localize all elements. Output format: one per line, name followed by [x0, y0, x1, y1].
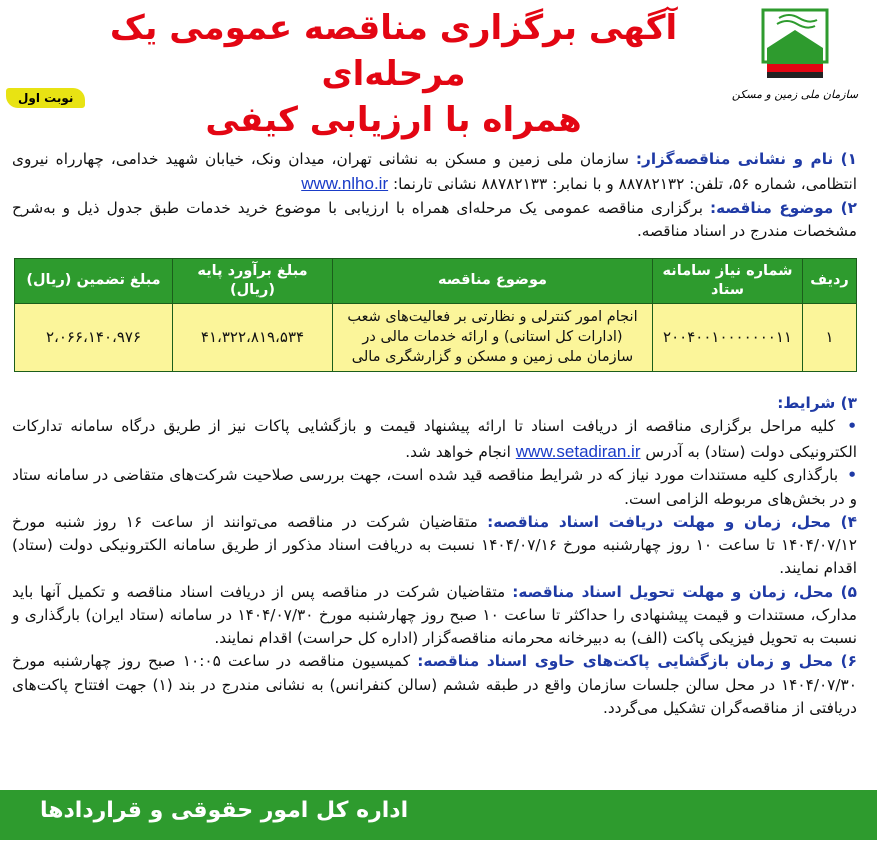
- table-row: [15, 303, 857, 371]
- cell-estimate: ۴۱،۳۲۲،۸۱۹،۵۳۴: [173, 303, 333, 371]
- cell-guarantee: ۲،۰۶۶،۱۴۰،۹۷۶: [15, 303, 173, 371]
- logo-caption: سازمان ملی زمین و مسکن: [731, 88, 859, 101]
- setadiran-website-link[interactable]: www.setadiran.ir: [515, 441, 641, 461]
- section-2-text: برگزاری مناقصه عمومی یک مرحله‌ای همراه با ارزیابی با موضوع خرید خدمات طبق جدول ذیل و به‌شرح مشخصات مندرج در اسناد مناقصه.: [12, 199, 857, 241]
- section-5-label: ۵) محل، زمان و مهلت تحویل اسناد مناقصه:: [512, 582, 857, 601]
- section-1: [12, 148, 857, 197]
- tender-table: [14, 258, 857, 372]
- section-4-text: متقاضیان شرکت در مناقصه می‌توانند از ساعت ۱۶ روز شنبه مورخ ۱۴۰۴/۰۷/۱۲ تا ساعت ۱۰ روز چهارشنبه مورخ ۱۴۰۴/۰۷/۱۶ نسبت به دریافت اسناد مذکور از طریق سامانه الکترونیکی دولت (ستاد) اقدام نمایند.: [12, 512, 857, 578]
- section-4: [12, 511, 857, 581]
- col-subject-header: موضوع مناقصه: [333, 259, 653, 304]
- house-logo-icon: [755, 8, 835, 86]
- section-5-text: متقاضیان شرکت در مناقصه پس از دریافت اسناد مناقصه و تکمیل آنها باید مدارک، مستندات و قیمت پیشنهادی را حداکثر تا ساعت ۱۰ صبح روز چهارشنبه مورخ ۱۴۰۴/۰۷/۳۰ در سامانه (ستاد ایران) بارگذاری و نسبت به تحویل فیزیکی پاکت (الف) به دبیرخانه محرمانه مناقصه‌گزار (اداره کل حراست) اقدام نمایند.: [12, 582, 857, 648]
- section-6: [12, 650, 857, 720]
- section-5: [12, 581, 857, 651]
- edition-badge: نوبت اول: [6, 88, 85, 108]
- announcement-body: [12, 148, 857, 244]
- section-1-text: سازمان ملی زمین و مسکن به نشانی تهران، میدان ونک، خیابان شهید خدامی، چهارراه نیروی انتظامی، شماره ۵۶، تلفن: ۸۸۷۸۲۱۳۲ و با نمابر: ۸۸۷۸۲۱۳۳ نشانی تارنما:: [12, 150, 857, 194]
- cell-number: ۲۰۰۴۰۰۱۰۰۰۰۰۰۰۱۱: [653, 303, 803, 371]
- col-number-header: شماره نیاز سامانه ستاد: [653, 259, 803, 304]
- section-6-text: کمیسیون مناقصه در ساعت ۱۰:۰۵ صبح روز چهارشنبه مورخ ۱۴۰۴/۰۷/۳۰ در محل سالن جلسات سازمان واقع در طبقه ششم (سالن کنفرانس) به نشانی مندرج در بند (۱) جهت افتتاح پاکت‌های دریافتی از مناقصه‌گران تشکیل می‌گردد.: [12, 652, 857, 717]
- bullet-1-text: کلیه مراحل برگزاری مناقصه از دریافت اسناد تا ارائه پیشنهاد قیمت و بازگشایی پاکات نیز از طریق درگاه سامانه تدارکات الکترونیکی دولت (ستاد) به آدرس: [12, 417, 857, 461]
- section-3-bullet-1: [12, 415, 857, 464]
- section-2-label: ۲) موضوع مناقصه:: [709, 199, 858, 218]
- nlho-website-link[interactable]: www.nlho.ir: [301, 174, 389, 194]
- table-header-row: [15, 259, 857, 304]
- col-estimate-header: مبلغ برآورد پایه (ریال): [173, 259, 333, 304]
- section-3-heading: [12, 392, 857, 415]
- announcement-body-continued: [12, 392, 857, 720]
- col-row-header: ردیف: [803, 259, 857, 304]
- footer-banner: [0, 790, 877, 840]
- section-2: [12, 197, 857, 244]
- section-1-label: ۱) نام و نشانی مناقصه‌گزار:: [635, 150, 857, 168]
- cell-row: ۱: [803, 303, 857, 371]
- page-title: [60, 6, 727, 144]
- section-3-label: ۳) شرایط:: [777, 394, 857, 412]
- col-guarantee-header: مبلغ تضمین (ریال): [15, 259, 173, 304]
- footer-department: اداره کل امور حقوقی و قراردادها: [40, 798, 409, 823]
- title-line-2: همراه با ارزیابی کیفی: [205, 99, 582, 140]
- cell-subject: انجام امور کنترلی و نظارتی بر فعالیت‌های شعب (ادارات کل استانی) و ارائه خدمات مالی در سازمان ملی زمین و مسکن و گزارشگری مالی: [333, 303, 653, 371]
- bullet-2-text: بارگذاری کلیه مستندات مورد نیاز که در شرایط مناقصه قید شده است، جهت بررسی صلاحیت شرکت‌های متقاضی در سامانه ستاد و در بخش‌های مربوطه الزامی است.: [12, 466, 857, 508]
- organization-logo: [725, 8, 865, 128]
- section-6-label: ۶) محل و زمان بازگشایی پاکت‌های حاوی اسناد مناقصه:: [417, 652, 857, 671]
- bullet-1-end: انجام خواهد شد.: [405, 442, 516, 461]
- section-3-bullet-2: [12, 464, 857, 511]
- bullet-icon: •: [847, 466, 857, 485]
- section-4-label: ۴) محل، زمان و مهلت دریافت اسناد مناقصه:: [487, 512, 858, 531]
- title-line-1: آگهی برگزاری مناقصه عمومی یک مرحله‌ای: [109, 8, 678, 94]
- bullet-icon: •: [847, 417, 857, 436]
